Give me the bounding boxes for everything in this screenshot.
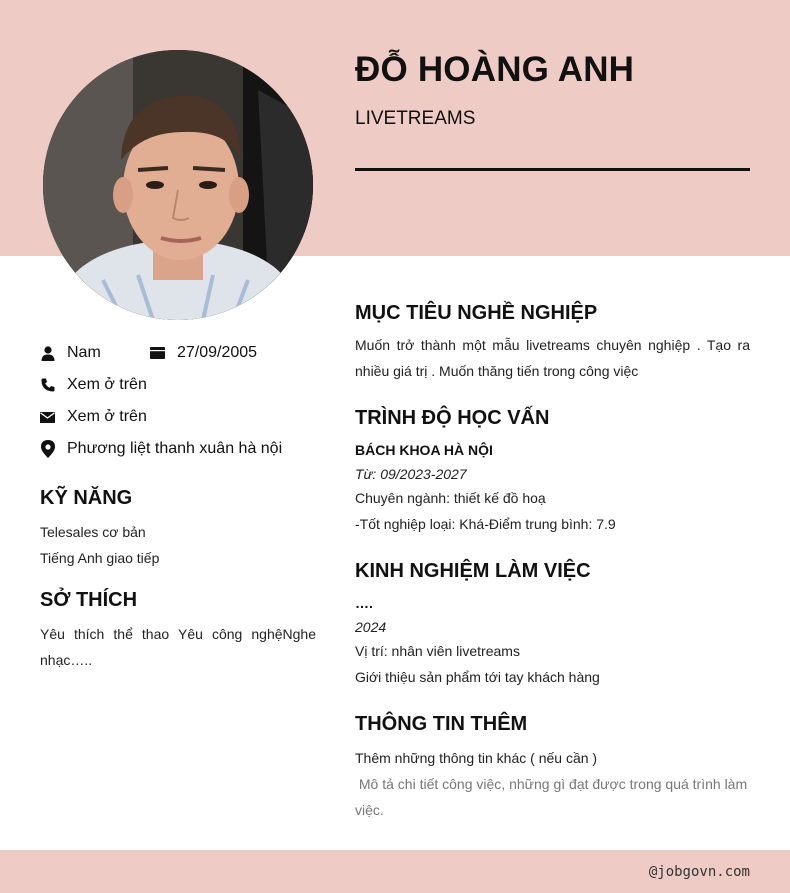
avatar xyxy=(43,50,313,320)
education-major: Chuyên ngành: thiết kế đồ hoạ xyxy=(355,490,546,506)
extra-line-2: Mô tả chi tiết công việc, những gì đạt được trong quá trình làm việc. xyxy=(355,776,752,818)
objective-title: MỤC TIÊU NGHỀ NGHIỆP xyxy=(355,302,598,324)
experience-block xyxy=(355,590,750,690)
birthdate-value: 27/09/2005 xyxy=(177,344,258,361)
education-grade: -Tốt nghiệp loại: Khá-Điểm trung bình: 7.9 xyxy=(355,516,616,532)
email-row xyxy=(40,408,147,426)
phone-icon xyxy=(40,378,55,393)
skills-list xyxy=(40,519,316,571)
skill-item: Tiếng Anh giao tiếp xyxy=(40,550,160,566)
gender-value: Nam xyxy=(67,344,101,361)
calendar-icon xyxy=(150,346,165,361)
title-divider xyxy=(355,168,750,171)
candidate-name: ĐỖ HOÀNG ANH xyxy=(355,50,635,89)
phone-row xyxy=(40,376,147,394)
avatar-photo xyxy=(43,50,313,320)
location-pin-icon xyxy=(40,442,55,457)
person-icon xyxy=(40,346,55,361)
education-block xyxy=(355,437,750,537)
hobbies-title: SỞ THÍCH xyxy=(40,589,138,611)
email-value: Xem ở trên xyxy=(67,408,147,425)
experience-title: KINH NGHIỆM LÀM VIỆC xyxy=(355,560,591,582)
extra-title: THÔNG TIN THÊM xyxy=(355,713,528,735)
extra-line-1: Thêm những thông tin khác ( nếu cần ) xyxy=(355,750,598,766)
education-period: Từ: 09/2023-2027 xyxy=(355,466,467,482)
experience-year: 2024 xyxy=(355,619,387,635)
extra-block xyxy=(355,745,750,823)
skills-title: KỸ NĂNG xyxy=(40,487,133,509)
company-name: …. xyxy=(355,595,373,611)
hobbies-text: Yêu thích thể thao Yêu công nghệNghe nhạc….. xyxy=(40,626,316,668)
candidate-position: LIVETREAMS xyxy=(355,108,476,129)
objective-text: Muốn trở thành một mẫu livetreams chuyên nghiệp . Tạo ra nhiều giá trị . Muốn thăng tiến trong công việc xyxy=(355,337,750,379)
skill-item: Telesales cơ bản xyxy=(40,524,146,540)
mail-icon xyxy=(40,410,55,425)
address-value: Phương liệt thanh xuân hà nội xyxy=(67,440,283,457)
experience-role: Vị trí: nhân viên livetreams xyxy=(355,643,520,659)
phone-value: Xem ở trên xyxy=(67,376,147,393)
address-row xyxy=(40,440,282,458)
birthdate-row xyxy=(150,344,257,362)
gender-row xyxy=(40,344,101,362)
footer-watermark: @jobgovn.com xyxy=(648,864,750,880)
school-name: BÁCH KHOA HÀ NỘI xyxy=(355,442,493,458)
experience-description: Giới thiệu sản phẩm tới tay khách hàng xyxy=(355,669,600,685)
education-title: TRÌNH ĐỘ HỌC VẤN xyxy=(355,407,550,429)
